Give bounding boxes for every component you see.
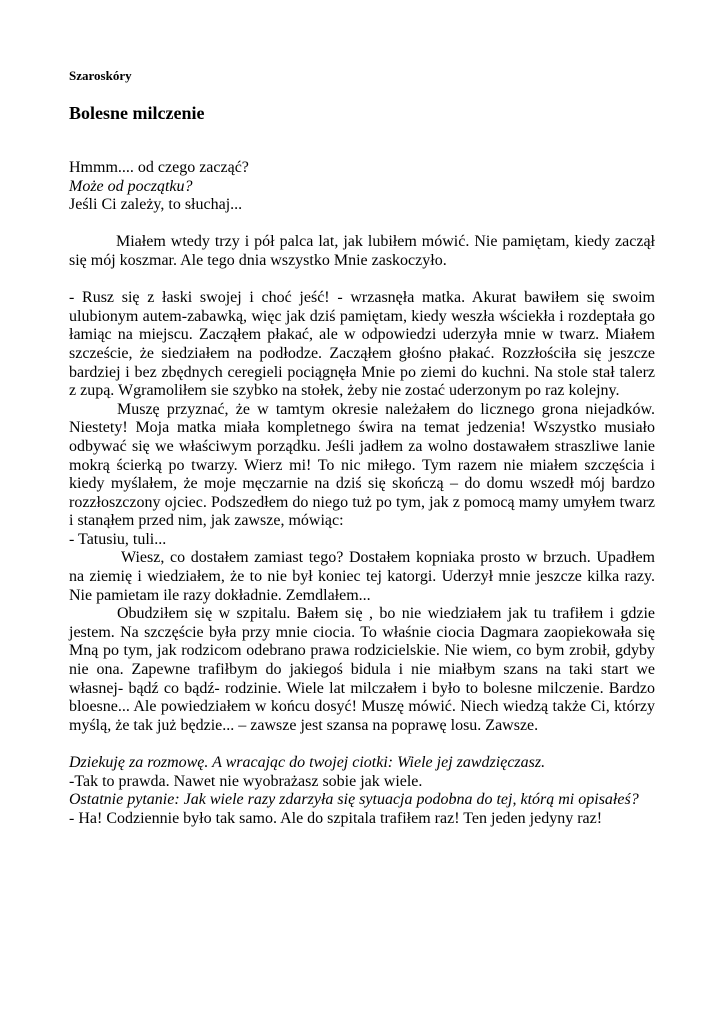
intro-line-2: Może od początku? [69, 177, 193, 195]
interview-answer-1: -Tak to prawda. Nawet nie wyobrażasz sobie jak wiele. [69, 772, 423, 790]
intro-line-3: Jeśli Ci zależy, to słuchaj... [69, 196, 243, 214]
interview-question-2: Ostatnie pytanie: Jak wiele razy zdarzyła się sytuacja podobna do tej, którą mi opisałeś? [69, 791, 639, 809]
story-title: Bolesne milczenie [69, 103, 205, 123]
story-paragraph-2: - Rusz się z łaski swojej i choć jeść! - wrzasnęła matka. Akurat bawiłem się swoim ulubionym autem-zabawką, więc jak dziś pamiętam, kiedy weszła wściekła i rozdeptała go łamiąc na miejscu. Zacząłem płakać, ale w odpowiedzi uderzyła mnie w twarz. Miałem szczeście, że siedziałem na podłodze. Zacząłem głośno płakać. Rozzłościła się jeszcze bardziej i bez zbędnych ceregieli pociągnęła Mnie po ziemi do kuchni. Na stole stał talerz z zupą. Wgramoliłem sie szybko na stołek, żeby nie zostać uderzonym po raz kolejny. [69, 289, 655, 400]
story-body [69, 159, 655, 828]
story-paragraph-3: Muszę przyznać, że w tamtym okresie należałem do licznego grona niejadków. Niestety! Moja matka miała kompletnego świra na temat jedzenia! Wszystko musiało odbywać się we właściwym porządku. Jeśli jadłem za wolno dostawałem straszliwe lanie mokrą ścierką po twarzy. Wierz mi! To nic miłego. Tym razem nie miałem szczęścia i kiedy myślałem, że moje męczarnie na dziś się skończą – do domu wszedł mój bardzo rozzłoszczony ojciec. Podszedłem do niego tuż po tym, jak z pomocą mamy umyłem twarz i stanąłem przed nim, jak zawsze, mówiąc: [69, 400, 655, 530]
story-paragraph-6: Obudziłem się w szpitalu. Bałem się , bo nie wiedziałem jak tu trafiłem i gdzie jestem. Na szczęście była przy mnie ciocia. To właśnie ciocia Dagmara zaopiekowała się Mną po tym, jak rodzicom odebrano prawa rodzicielskie. Nie wiem, co bym zrobił, gdyby nie ona. Zapewne trafiłbym do jakiegoś bidula i nie miałbym szans na taki start we własnej- bądź co bądź- rodzinie. Wiele lat milczałem i było to bolesne milczenie. Bardzo bloesne... Ale powiedziałem w końcu dosyć! Muszę mówić. Niech wiedzą także Ci, którzy myślą, że tak już będzie... – zawsze jest szansa na poprawę losu. Zawsze. [69, 605, 655, 734]
interview-answer-2: - Ha! Codziennie było tak samo. Ale do szpitala trafiłem raz! Ten jeden jedyny raz! [69, 809, 603, 827]
interview-question-1: Dziekuję za rozmowę. A wracając do twojej ciotki: Wiele jej zawdzięczasz. [69, 754, 546, 771]
story-paragraph-5: Wiesz, co dostałem zamiast tego? Dostałem kopniaka prosto w brzuch. Upadłem na ziemię i wiedziałem, że to nie był koniec tej katorgi. Uderzył mnie jeszcze kilka razy. Nie pamietam ile razy dokładnie. Zemdlałem... [69, 549, 655, 604]
intro-line-1: Hmmm.... od czego zacząć? [69, 159, 249, 176]
author-name: Szaroskóry [69, 68, 132, 83]
story-paragraph-4: - Tatusiu, tuli... [69, 530, 167, 548]
story-paragraph-1: Miałem wtedy trzy i pół palca lat, jak lubiłem mówić. Nie pamiętam, kiedy zaczął się mój koszmar. Ale tego dnia wszystko Mnie zaskoczyło. [69, 233, 655, 269]
